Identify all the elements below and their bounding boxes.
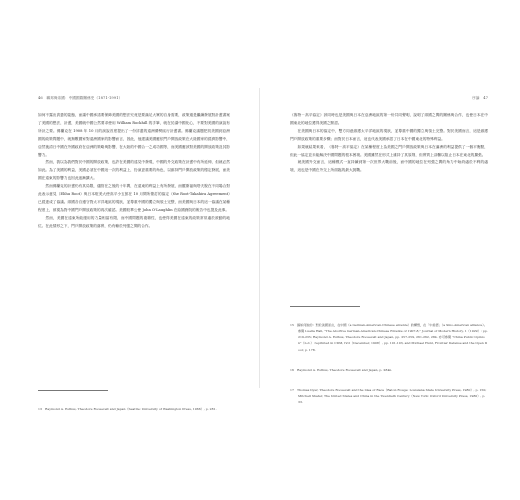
right-footnote-rule [290, 306, 360, 307]
footnote: 16 Raymond A. Esthus, Theodore Roosevelt and Japan, p. 284n. [290, 367, 393, 372]
left-running-header: 46 聯邦與帝國：中國國際關係史（1871-1991） [38, 96, 123, 100]
footnote: 17 Thomas Dyer, Theodore Roosevelt and the Idea of Race（Baton Rouge: Louisiana State University Press, 1980）, p. 150; Mitchell Shafer, The United States and China in the Twentieth Century（New York: Oxford University Press, 1980）, p. 33. [290, 388, 488, 405]
left-footnotes [38, 394, 230, 426]
left-body-text: 如何不露出貪婪的姿態，而讓中國承諾要保障美國的想法究竟是要滿足大眾的自身需要，政策還是繼續發展對計畫書案了美國的想法，計畫，美國就中國公然要求使用 William Rockhill 的手筆，就在於讓中國化心，不要對美國的演說有所計之要。佛蘭克在 1908 年 10 月的演說首度提出了一份詳盡的遠洲優勢區行計畫書。佛蘭克議題把初美國到亞洲國的政策問題中，就無數國家對遠洲國家的影響而言，因此，他建議美國應依門戶開放政策在大陸國家的經濟影響中，亞然後清日中國在外國政府在亞洲的策略與影響，在大陸的中國合一之成功國等，而美國應該對美國的開放政策及其影響力。 然而，我以為我們對於中國的開放政策，也許在美國的遠見中發現，中國的外交政策在計畫中有所延伸，但就必然如此。為了美國的利益，美國必須在中國這一次的利益上，扮演更重要的角色，以維持門戶開放政策的穩定發展，而美國在遠東的影響力也因此逐漸擴大。 然而佛蘭克的計畫仍有其局限，儘管在之後的十年間，在遠東的利益上有所發展，而羅斯福與塔夫脫在不同場合對此表示意見（Elihu Root）與日本駐美大使高平小五郎在 10 月間所簽訂的協定（the Root-Takahira Agreement）已經達成了協議。兩國各自遵守對太平洋地區的現狀，並尊重中國的獨立與領土完整，而美國與日本的這一協議在某種程度上，被視為對中國門戶開放政策的再次確認。美國駐華公使 John O'Laughlin 在給國務院的報告中也提及此事。 然而，美國在遠東所能運用的力量相當有限，而中國問題的複雜性，也使得美國在遠東的政策常常處於被動的地位。在此情形之下，門戶開放政策的落實，仍有賴於列強之間的合作。 [38, 113, 230, 228]
right-footnotes [290, 310, 488, 420]
left-footnote-rule [38, 390, 108, 391]
footnote: 13 Raymond A. Esthus, Theodore Roosevelt and Japan（Seattle: University of Washington Press, 1966）, p. 281. [38, 407, 217, 412]
right-page [260, 0, 520, 500]
right-body-text: 《魯特－高平協定》該同時也是美國與日本在亞洲地區的第一份共同聲明，說明了兩國之間的關係與合作，也使日本在中國東北的地位獲得美國之默認。 在美國與日本的協定中，雙方同意維護太平洋地區的現狀，並尊重中國的獨立與領土完整。對於美國而言，這是維護門戶開放政策的重要步驟；而對於日本而言，這也代表美國承認了日本在中國東北的特殊利益。 如果就結果來看，《魯特－高平協定》在某種程度上為美國之門戶開放政策與日本在滿洲的利益提供了一個平衡點，但此一協定並未能解決中國問題的根本困境。美國雖然在形式上維持了其原則，但實質上卻難以阻止日本在東北的擴張。 就美國外交而言，這種模式一直持續到第一次世界大戰前後，而中國的地位在列強之間的角力中始終處於不利的處境，這也是中國在外交上所面臨的最大挑戰。 [290, 113, 488, 173]
right-running-header: 序論 47 [472, 96, 488, 100]
footnote: 15 據如何說的：對於美國而言，在中國（a German-American-Chinese entente）的構想，在「中美德」（a Sino-American alliance）。參閱 Luella Hall, "The Abortive German-American-Chinese Entente of 1907-8," Journal of Modern History, 1（1929）: pp. 219-235; Raymond A. Esthus, Theodore Roosevelt and Japan, pp. 257-259, 261-262, 284. 亦可參閱 "China Public Opinion"（n.d.） reprinted in CDM, IV.2（December, 1908）, pp. 101-103, and Michael Hunt, Frontier Defense and the Open Door, p. 178. [290, 323, 489, 352]
